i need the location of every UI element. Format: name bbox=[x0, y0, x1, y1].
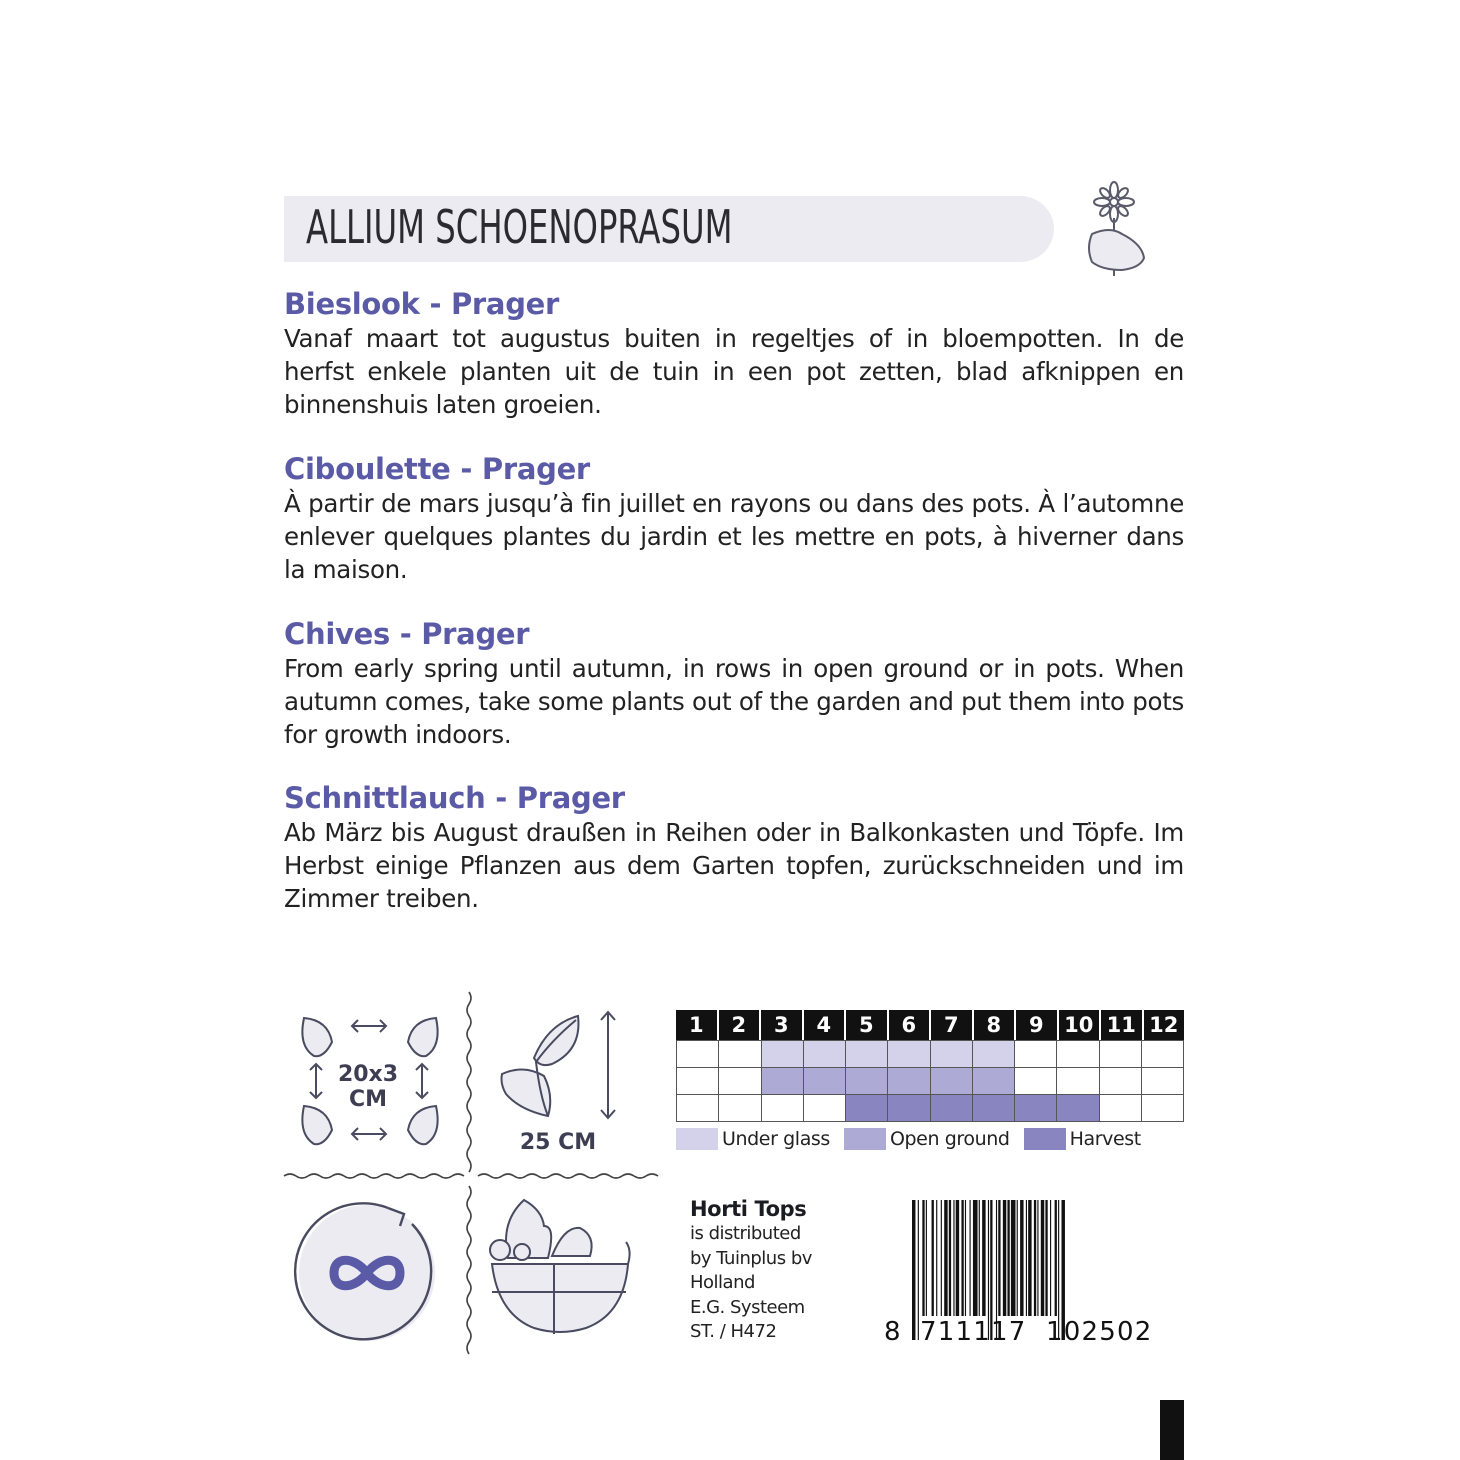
calendar-month-12: 12 bbox=[1142, 1010, 1185, 1040]
legend-item bbox=[1024, 1128, 1141, 1150]
calendar-month-10: 10 bbox=[1057, 1010, 1100, 1040]
section-body: From early spring until autumn, in rows in open ground or in pots. When autumn comes, take some plants out of the garden and put them into pots for growth indoors. bbox=[284, 654, 1184, 749]
calendar-cell bbox=[804, 1068, 846, 1095]
calendar-cell bbox=[762, 1095, 804, 1122]
section-heading: Schnittlauch - Prager bbox=[284, 781, 625, 815]
calendar-cell bbox=[1057, 1041, 1099, 1068]
calendar-legend bbox=[676, 1128, 1184, 1150]
barcode-bar bbox=[918, 1200, 919, 1340]
calendar-cell bbox=[973, 1068, 1015, 1095]
barcode-bar bbox=[949, 1200, 951, 1316]
barcode-bar bbox=[1020, 1200, 1023, 1316]
calendar-cell bbox=[1057, 1095, 1099, 1122]
calendar-month-6: 6 bbox=[887, 1010, 930, 1040]
legend-label: Harvest bbox=[1069, 1128, 1141, 1150]
barcode-bar bbox=[982, 1200, 985, 1316]
barcode-bar bbox=[1055, 1200, 1057, 1316]
calendar-cell bbox=[1100, 1068, 1142, 1095]
calendar-cell bbox=[762, 1041, 804, 1068]
barcode-bar bbox=[970, 1200, 971, 1316]
calendar-month-11: 11 bbox=[1099, 1010, 1142, 1040]
calendar-month-2: 2 bbox=[717, 1010, 760, 1040]
barcode-right-digits: 102502 bbox=[1046, 1317, 1153, 1346]
calendar-cell bbox=[1015, 1068, 1057, 1095]
calendar-cell bbox=[1100, 1041, 1142, 1068]
calendar-cell bbox=[1142, 1068, 1184, 1095]
legend-item bbox=[676, 1128, 830, 1150]
calendar-cell bbox=[804, 1041, 846, 1068]
barcode-first-digit: 8 bbox=[884, 1317, 901, 1346]
calendar-cell bbox=[973, 1095, 1015, 1122]
calendar-cell bbox=[846, 1041, 888, 1068]
barcode-bar bbox=[912, 1200, 915, 1340]
section-german bbox=[284, 780, 1184, 915]
spacing-unit: CM bbox=[348, 1087, 388, 1112]
section-heading: Bieslook - Prager bbox=[284, 287, 560, 321]
height-label: 25 CM bbox=[519, 1130, 597, 1155]
barcode-bar bbox=[926, 1200, 927, 1316]
section-french bbox=[284, 451, 1184, 586]
barcode-bar bbox=[1003, 1200, 1006, 1316]
section-body: Vanaf maart tot augustus buiten in regeltjes of in bloempotten. In de herfst enkele planten uit de tuin in een pot zetten, blad afknippen en binnenshuis laten groeien. bbox=[284, 324, 1184, 419]
distributor-line: E.G. Systeem bbox=[690, 1296, 805, 1318]
barcode-bar bbox=[961, 1200, 963, 1316]
calendar-cell bbox=[1015, 1041, 1057, 1068]
barcode-bar bbox=[1017, 1200, 1018, 1316]
distributor-line: Holland bbox=[690, 1272, 755, 1294]
calendar-cell bbox=[846, 1068, 888, 1095]
calendar-cell bbox=[719, 1041, 761, 1068]
distributor-info bbox=[690, 1196, 870, 1345]
calendar-cell bbox=[931, 1068, 973, 1095]
barcode-bar bbox=[1034, 1200, 1036, 1316]
calendar-cell bbox=[888, 1095, 930, 1122]
barcode-bar bbox=[1028, 1200, 1031, 1316]
barcode-bar bbox=[965, 1200, 966, 1316]
registration-mark bbox=[1160, 1400, 1184, 1460]
calendar-cell bbox=[677, 1095, 719, 1122]
calendar-cell bbox=[804, 1095, 846, 1122]
calendar-cell bbox=[1057, 1068, 1099, 1095]
calendar-cell bbox=[677, 1068, 719, 1095]
barcode-left-digits: 711117 bbox=[920, 1317, 1027, 1346]
legend-swatch bbox=[1024, 1128, 1066, 1150]
barcode-bar bbox=[953, 1200, 954, 1316]
calendar-cell bbox=[973, 1041, 1015, 1068]
calendar-month-9: 9 bbox=[1014, 1010, 1057, 1040]
calendar-cell bbox=[762, 1068, 804, 1095]
distributor-line: is distributed bbox=[690, 1223, 801, 1244]
section-dutch bbox=[284, 286, 1184, 421]
barcode-bar bbox=[932, 1200, 934, 1316]
calendar-cell bbox=[888, 1068, 930, 1095]
calendar-month-7: 7 bbox=[929, 1010, 972, 1040]
sowing-calendar bbox=[676, 1010, 1184, 1150]
harvest-bowl-icon bbox=[486, 1196, 636, 1346]
section-heading: Chives - Prager bbox=[284, 617, 530, 651]
barcode-bar bbox=[1050, 1200, 1051, 1316]
brand-name: Horti Tops bbox=[690, 1197, 807, 1221]
barcode-bar bbox=[1045, 1200, 1047, 1316]
barcode-bar bbox=[944, 1200, 947, 1316]
barcode-bar bbox=[941, 1200, 942, 1316]
calendar-cell bbox=[846, 1095, 888, 1122]
barcode-bar bbox=[979, 1200, 980, 1316]
calendar-cell bbox=[1142, 1041, 1184, 1068]
section-body: À partir de mars jusqu’à fin juillet en rayons ou dans des pots. À l’automne enlever quelques plantes du jardin et les mettre en pots, à hiverner dans la maison. bbox=[284, 489, 1184, 584]
legend-swatch bbox=[844, 1128, 886, 1150]
spacing-value: 20x3 bbox=[337, 1062, 399, 1087]
ean-barcode bbox=[884, 1196, 1184, 1346]
legend-label: Under glass bbox=[722, 1128, 830, 1150]
legend-label: Open ground bbox=[889, 1128, 1010, 1150]
calendar-cell bbox=[888, 1041, 930, 1068]
legend-swatch bbox=[676, 1128, 718, 1150]
section-body: Ab März bis August draußen in Reihen oder in Balkonkasten und Töpfe. Im Herbst einige Pflanzen aus dem Garten topfen, zurückschneiden und im Zimmer treiben. bbox=[284, 818, 1184, 913]
flower-in-pot-icon bbox=[1082, 178, 1152, 278]
distributor-line: ST. / H472 bbox=[690, 1321, 777, 1343]
barcode-bar bbox=[1011, 1200, 1016, 1316]
section-english bbox=[284, 616, 1184, 751]
calendar-cell bbox=[1015, 1095, 1057, 1122]
calendar-cell bbox=[931, 1095, 973, 1122]
barcode-bar bbox=[1007, 1200, 1009, 1316]
calendar-cell bbox=[931, 1041, 973, 1068]
calendar-month-1: 1 bbox=[688, 1013, 704, 1037]
latin-name-title: ALLIUM SCHOENOPRASUM bbox=[306, 200, 733, 254]
barcode-bar bbox=[1041, 1200, 1044, 1316]
calendar-month-8: 8 bbox=[972, 1010, 1015, 1040]
section-heading: Ciboulette - Prager bbox=[284, 452, 590, 486]
barcode-bar bbox=[1037, 1200, 1038, 1316]
calendar-grid bbox=[676, 1040, 1184, 1122]
calendar-cell bbox=[1142, 1095, 1184, 1122]
calendar-cell bbox=[677, 1041, 719, 1068]
calendar-month-5: 5 bbox=[844, 1010, 887, 1040]
barcode-bar bbox=[973, 1200, 978, 1316]
perennial-infinity-icon bbox=[292, 1198, 442, 1348]
barcode-bar bbox=[922, 1200, 924, 1316]
calendar-cell bbox=[719, 1095, 761, 1122]
spacing-label bbox=[330, 1062, 406, 1112]
barcode-bar bbox=[1026, 1200, 1027, 1316]
calendar-month-3: 3 bbox=[759, 1010, 802, 1040]
calendar-month-header bbox=[676, 1010, 1184, 1040]
calendar-month-4: 4 bbox=[802, 1010, 845, 1040]
barcode-bar bbox=[956, 1200, 959, 1316]
calendar-cell bbox=[1100, 1095, 1142, 1122]
calendar-cell bbox=[719, 1068, 761, 1095]
barcode-bar bbox=[936, 1200, 937, 1316]
distributor-line: by Tuinplus bv bbox=[690, 1247, 812, 1269]
barcode-bar bbox=[998, 1200, 1000, 1316]
plant-height-icon bbox=[496, 1006, 636, 1126]
legend-item bbox=[844, 1128, 1010, 1150]
